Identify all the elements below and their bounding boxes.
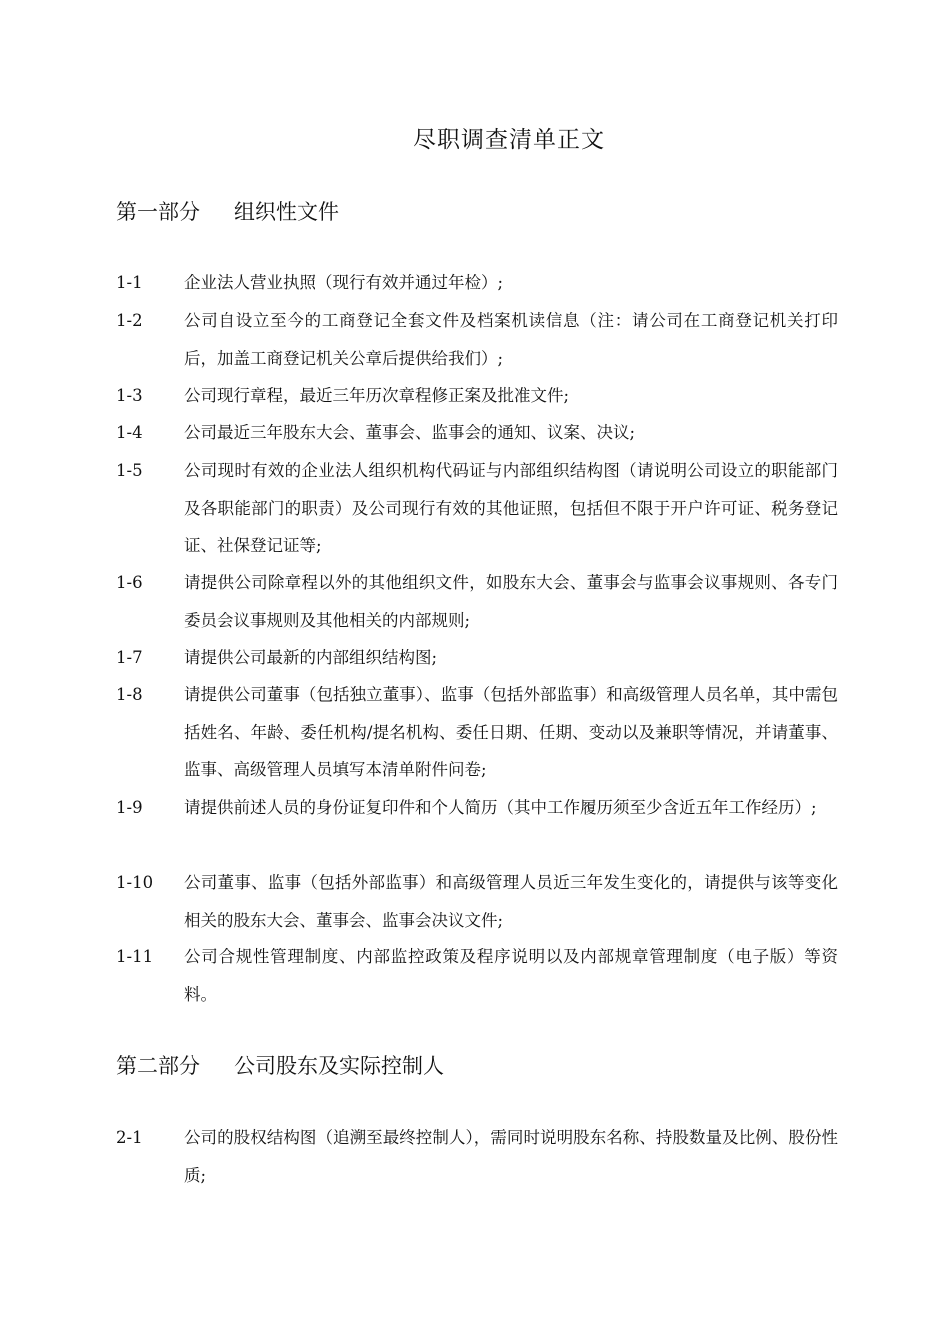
list-item xyxy=(116,789,838,827)
item-text: 请提供前述人员的身份证复印件和个人简历（其中工作履历须至少含近五年工作经历）; xyxy=(184,798,817,817)
item-code: 1-10 xyxy=(116,873,154,892)
list-item xyxy=(116,264,838,302)
list-item xyxy=(116,938,838,1013)
item-code: 1-11 xyxy=(116,947,154,966)
item-code: 1-4 xyxy=(116,423,143,442)
list-item xyxy=(116,1119,838,1194)
item-text: 公司的股权结构图（追溯至最终控制人），需同时说明股东名称、持股数量及比例、股份性质; xyxy=(184,1128,838,1185)
item-text: 公司董事、监事（包括外部监事）和高级管理人员近三年发生变化的，请提供与该等变化相关的股东大会、董事会、监事会决议文件; xyxy=(184,873,838,930)
item-text: 公司合规性管理制度、内部监控政策及程序说明以及内部规章管理制度（电子版）等资料。 xyxy=(184,947,838,1004)
list-item xyxy=(116,639,838,677)
list-item xyxy=(116,302,838,377)
item-code: 1-5 xyxy=(116,461,143,480)
list-item xyxy=(116,676,838,789)
item-code: 1-8 xyxy=(116,685,143,704)
section-heading-1 xyxy=(116,196,339,228)
item-code: 1-3 xyxy=(116,386,143,405)
item-code: 1-2 xyxy=(116,311,143,330)
section-name: 组织性文件 xyxy=(234,200,339,224)
item-code: 1-7 xyxy=(116,648,143,667)
list-item xyxy=(116,414,838,452)
item-text: 请提供公司董事（包括独立董事）、监事（包括外部监事）和高级管理人员名单，其中需包括姓名、年龄、委任机构/提名机构、委任日期、任期、变动以及兼职等情况，并请董事、监事、高级管理人员填写本清单附件问卷; xyxy=(184,685,838,779)
item-text: 公司现时有效的企业法人组织机构代码证与内部组织结构图（请说明公司设立的职能部门及各职能部门的职责）及公司现行有效的其他证照，包括但不限于开户许可证、税务登记证、社保登记证等; xyxy=(184,461,838,555)
item-text: 公司自设立至今的工商登记全套文件及档案机读信息（注：请公司在工商登记机关打印后，加盖工商登记机关公章后提供给我们）; xyxy=(184,311,838,368)
list-item xyxy=(116,377,838,415)
item-text: 公司现行章程，最近三年历次章程修正案及批准文件; xyxy=(184,386,570,405)
list-item xyxy=(116,564,838,639)
section-name: 公司股东及实际控制人 xyxy=(234,1054,444,1078)
item-code: 2-1 xyxy=(116,1128,143,1147)
item-text: 请提供公司除章程以外的其他组织文件，如股东大会、董事会与监事会议事规则、各专门委员会议事规则及其他相关的内部规则; xyxy=(184,573,838,630)
item-text: 请提供公司最新的内部组织结构图; xyxy=(184,648,438,667)
section-number: 第二部分 xyxy=(116,1054,200,1078)
section-number: 第一部分 xyxy=(116,200,200,224)
item-text: 企业法人营业执照（现行有效并通过年检）; xyxy=(184,273,504,292)
section-heading-2 xyxy=(116,1050,444,1082)
item-text: 公司最近三年股东大会、董事会、监事会的通知、议案、决议; xyxy=(184,423,636,442)
item-code: 1-1 xyxy=(116,273,143,292)
list-item xyxy=(116,452,838,565)
item-code: 1-6 xyxy=(116,573,143,592)
document-title: 尽职调查清单正文 xyxy=(413,127,605,153)
list-item xyxy=(116,864,838,939)
item-code: 1-9 xyxy=(116,798,143,817)
